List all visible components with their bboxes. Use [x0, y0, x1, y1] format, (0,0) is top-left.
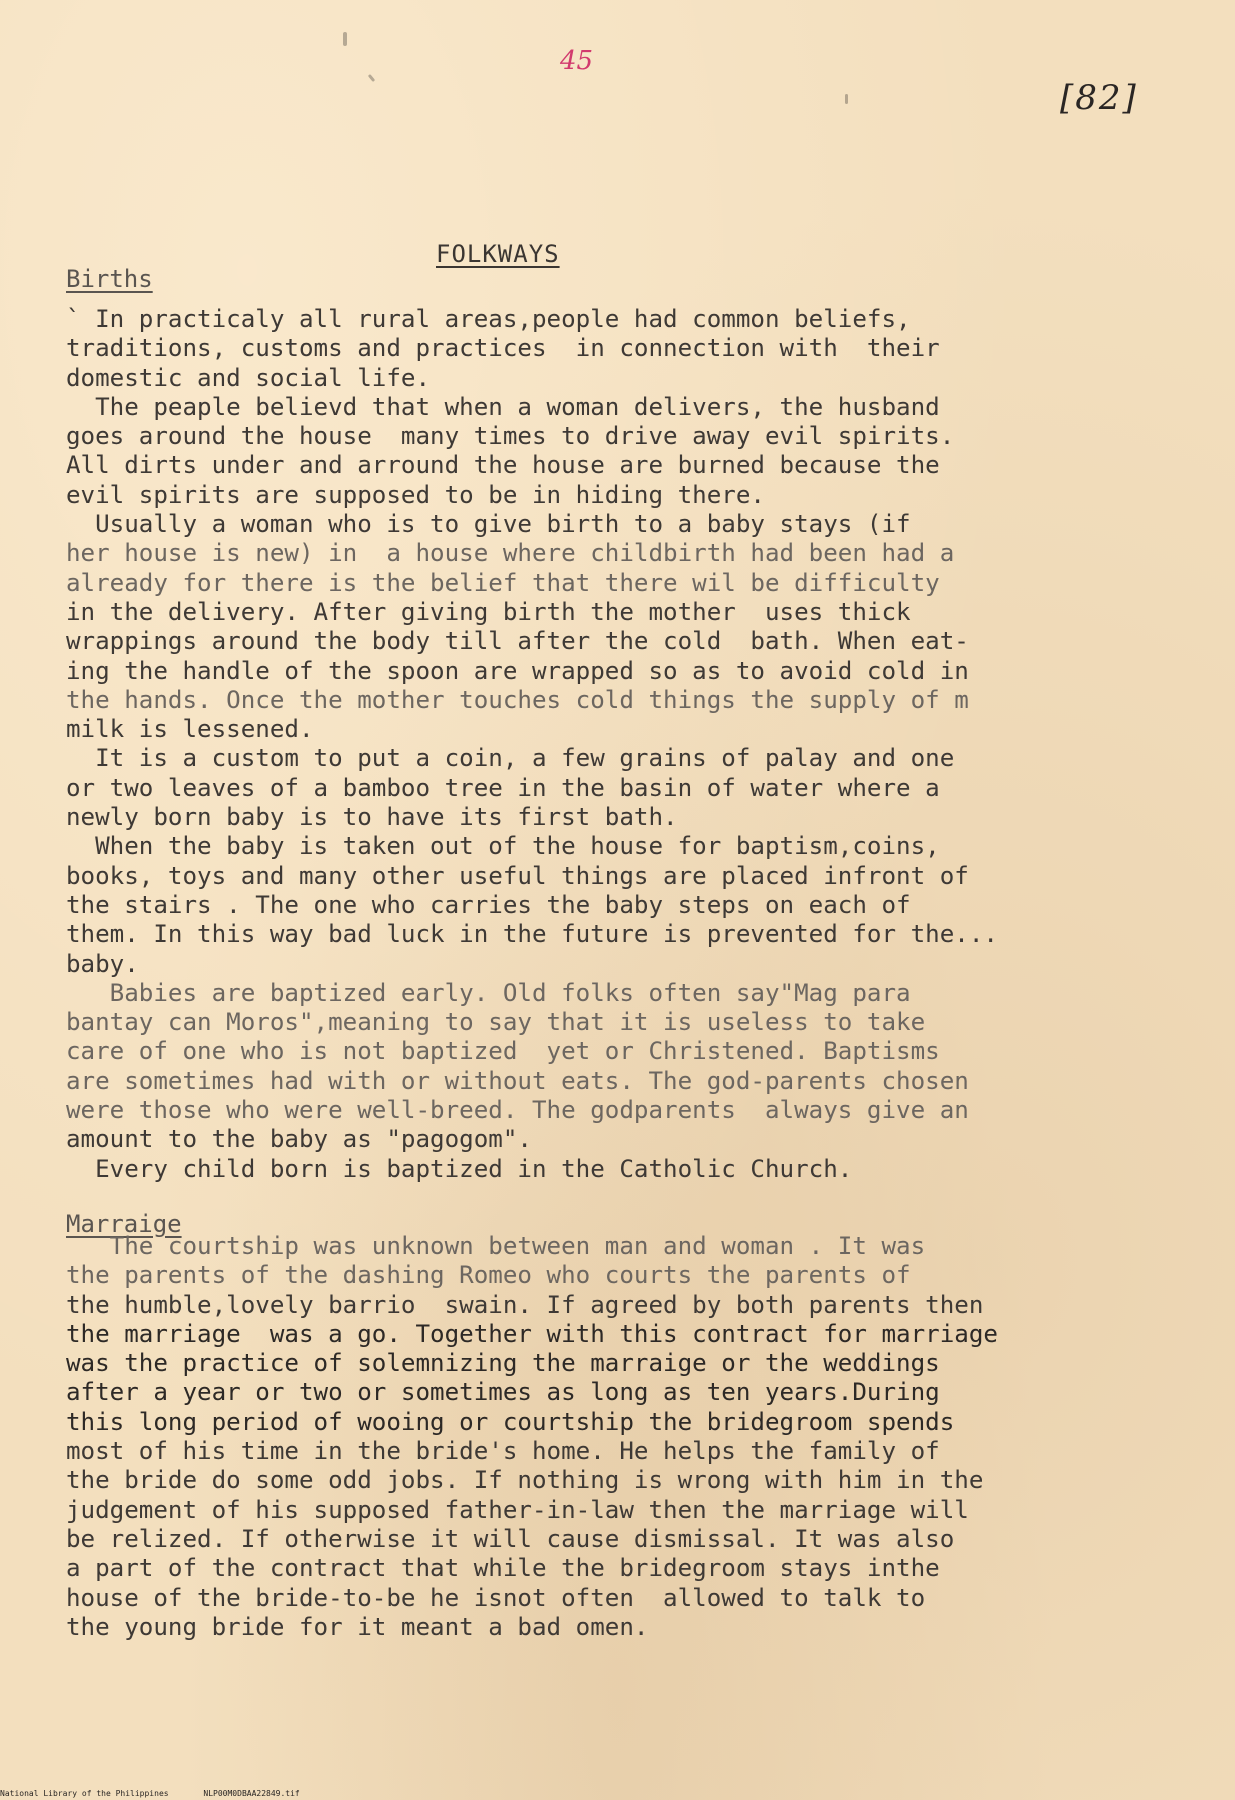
text-line: milk is lessened. [66, 715, 314, 744]
text-line: traditions, customs and practices in connection with their [66, 334, 940, 363]
handwritten-page-number: [82] [1060, 78, 1138, 118]
document-title: FOLKWAYS [436, 240, 560, 268]
footer-file-id: NLP00M0DBAA22849.tif [203, 1789, 300, 1798]
text-line: The courtship was unknown between man and woman . It was [66, 1232, 926, 1260]
text-line: Every child born is baptized in the Catholic Church. [66, 1154, 853, 1183]
marriage-text-block [66, 1232, 998, 1642]
text-line: are sometimes had with or without eats. The god-parents chosen [66, 1066, 969, 1095]
text-line: the humble,lovely barrio swain. If agreed by both parents then [66, 1290, 984, 1319]
text-line: or two leaves of a bamboo tree in the basin of water where a [66, 773, 940, 802]
text-line: was the practice of solemnizing the marraige or the weddings [66, 1349, 940, 1378]
handwritten-pink-number: 45 [560, 46, 594, 76]
text-line: the parents of the dashing Romeo who courts the parents of [66, 1261, 911, 1290]
text-line: the bride do some odd jobs. If nothing is wrong with him in the [66, 1466, 984, 1495]
ink-speck [368, 74, 375, 82]
text-line: All dirts under and arround the house are burned because the [66, 451, 940, 480]
text-line: Babies are baptized early. Old folks often say"Mag para [66, 978, 911, 1007]
text-line: this long period of wooing or courtship the bridegroom spends [66, 1407, 955, 1436]
text-line: Usually a woman who is to give birth to a baby stays (if [66, 510, 911, 539]
text-line: the young bride for it meant a bad omen. [66, 1612, 649, 1641]
ink-speck [343, 32, 347, 46]
text-line: wrappings around the body till after the cold bath. When eat- [66, 627, 969, 656]
text-line: When the baby is taken out of the house for baptism,coins, [66, 832, 940, 861]
text-line: judgement of his supposed father-in-law then the marriage will [66, 1495, 969, 1524]
text-line: them. In this way bad luck in the future is prevented for the... [66, 920, 998, 949]
text-line: a part of the contract that while the bridegroom stays inthe [66, 1554, 940, 1583]
text-line: books, toys and many other useful things are placed infront of [66, 861, 969, 890]
scan-footer [0, 1789, 330, 1798]
text-line: most of his time in the bride's home. He helps the family of [66, 1437, 940, 1466]
text-line: were those who were well-breed. The godparents always give an [66, 1096, 969, 1125]
text-line: in the delivery. After giving birth the mother uses thick [66, 597, 911, 626]
text-line: already for there is the belief that there wil be difficulty [66, 568, 940, 597]
text-line: the stairs . The one who carries the baby steps on each of [66, 890, 911, 919]
text-line: ` In practicaly all rural areas,people had common beliefs, [66, 305, 911, 333]
text-line: care of one who is not baptized yet or Christened. Baptisms [66, 1037, 940, 1066]
text-line: ing the handle of the spoon are wrapped so as to avoid cold in [66, 656, 969, 685]
footer-library: National Library of the Philippines [0, 1789, 169, 1798]
text-line: be relized. If otherwise it will cause dismissal. It was also [66, 1524, 955, 1553]
section-heading-marriage: Marraige [66, 1210, 182, 1238]
text-line: house of the bride-to-be he isnot often allowed to talk to [66, 1583, 926, 1612]
text-line: It is a custom to put a coin, a few grains of palay and one [66, 744, 955, 773]
text-line: her house is new) in a house where childbirth had been had a [66, 539, 955, 568]
text-line: The peaple believd that when a woman delivers, the husband [66, 392, 940, 421]
text-line: newly born baby is to have its first bath. [66, 803, 678, 832]
ink-speck [845, 94, 848, 104]
text-line: after a year or two or sometimes as long as ten years.During [66, 1378, 940, 1407]
text-line: evil spirits are supposed to be in hiding there. [66, 480, 765, 509]
births-text-block [66, 305, 998, 1184]
text-line: amount to the baby as "pagogom". [66, 1125, 532, 1154]
text-line: the marriage was a go. Together with this contract for marriage [66, 1319, 998, 1348]
text-line: bantay can Moros",meaning to say that it is useless to take [66, 1008, 926, 1037]
text-line: the hands. Once the mother touches cold things the supply of m [66, 685, 969, 714]
text-line: goes around the house many times to drive away evil spirits. [66, 422, 955, 451]
text-line: baby. [66, 949, 139, 978]
text-line: domestic and social life. [66, 363, 431, 392]
section-heading-births: Births [66, 265, 153, 293]
